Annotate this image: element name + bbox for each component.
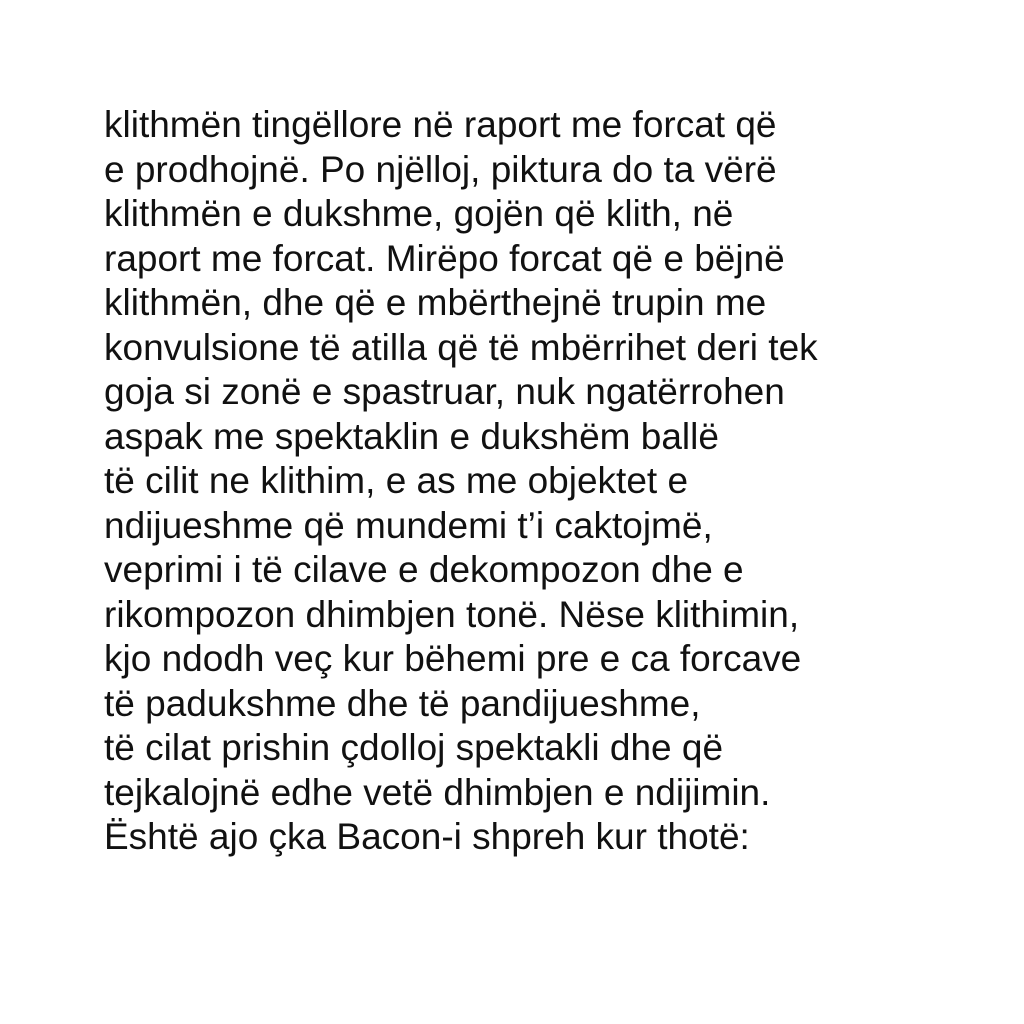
text-line: veprimi i të cilave e dekompozon dhe e [104,549,744,590]
text-line: Është ajo çka Bacon-i shpreh kur thotë: [104,816,750,857]
text-line: të cilat prishin çdolloj spektakli dhe që [104,727,724,768]
text-line: kjo ndodh veç kur bëhemi pre e ca forcave [104,638,802,679]
text-line: të cilit ne klithim, e as me objektet e [104,460,689,501]
text-line: aspak me spektaklin e dukshëm ballë [104,415,719,457]
text-line: tejkalojnë edhe vetë dhimbjen e ndijimin. [104,771,771,813]
body-text [104,103,984,860]
text-line: raport me forcat. Mirëpo forcat që e bëjnë [104,237,785,279]
text-line: klithmën e dukshme, gojën që klith, në [104,193,734,234]
text-line: rikompozon dhimbjen tonë. Nëse klithimin, [104,593,800,635]
text-line: ndijueshme që mundemi t’i caktojmë, [104,504,713,546]
text-line: e prodhojnë. Po njëlloj, piktura do ta vërë [104,148,777,190]
text-line: të padukshme dhe të pandijueshme, [104,682,701,724]
text-line: klithmën, dhe që e mbërthejnë trupin me [104,282,767,323]
text-line: konvulsione të atilla që të mbërrihet deri tek [104,326,818,368]
text-line: klithmën tingëllore në raport me forcat që [104,104,777,145]
text-line: goja si zonë e spastruar, nuk ngatërrohen [104,371,785,412]
